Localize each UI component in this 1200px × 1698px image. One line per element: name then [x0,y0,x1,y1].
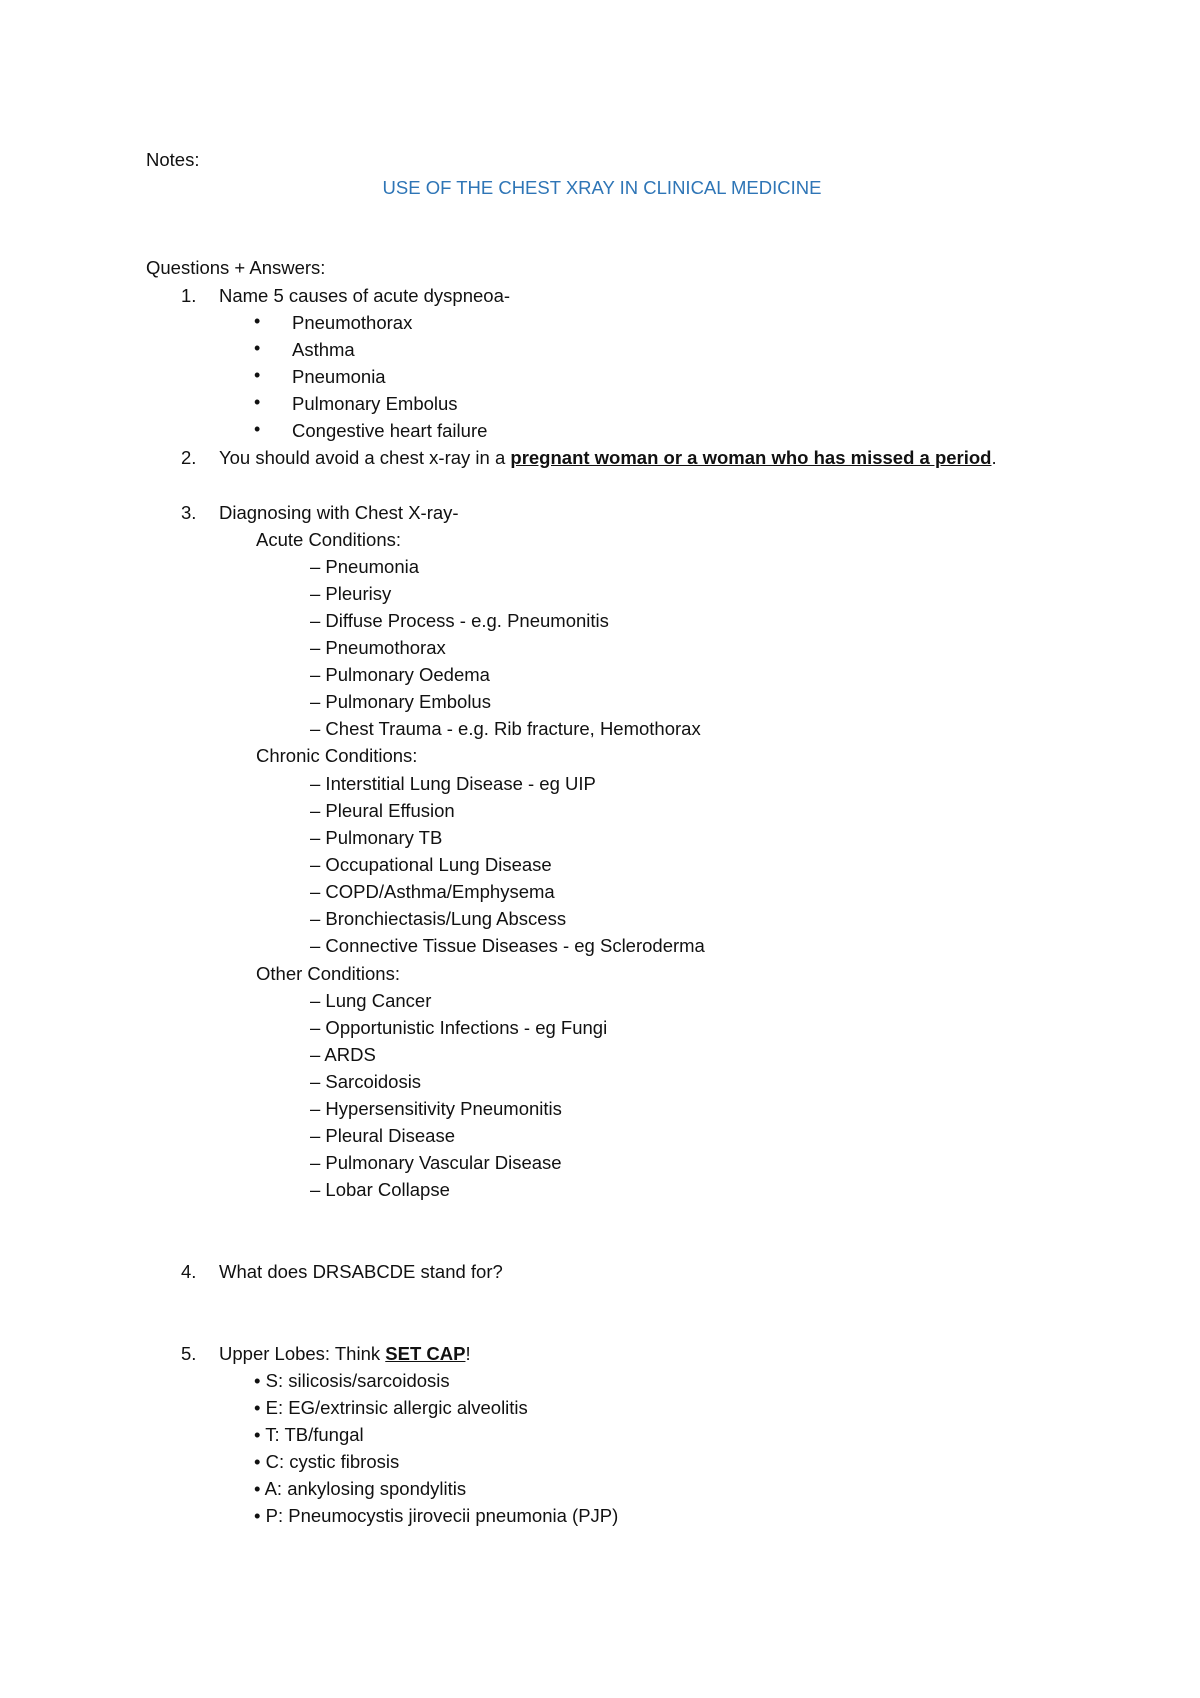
condition-item: – Occupational Lung Disease [310,854,552,875]
question-text: Name 5 causes of acute dyspneoa- [219,285,511,306]
mnemonic-item: • S: silicosis/sarcoidosis [254,1370,450,1391]
condition-item: – Pulmonary Oedema [310,664,490,685]
condition-item: – Bronchiectasis/Lung Abscess [310,908,567,929]
question-number: 5. [181,1343,197,1364]
question-number: 4. [181,1261,197,1282]
condition-item: – Chest Trauma - e.g. Rib fracture, Hemothorax [310,718,701,739]
answer-item: Asthma [292,339,355,360]
condition-item: – Pulmonary TB [310,827,443,848]
answer-item: Pulmonary Embolus [292,393,458,414]
condition-item: – Lung Cancer [310,990,432,1011]
question-text: Diagnosing with Chest X-ray- [219,502,459,523]
condition-item: – Pleural Effusion [310,800,455,821]
condition-item: – Diffuse Process - e.g. Pneumonitis [310,610,609,631]
question-number: 1. [181,285,197,306]
answer-item: Pneumonia [292,366,386,387]
question-number: 3. [181,502,197,523]
mnemonic-item: • E: EG/extrinsic allergic alveolitis [254,1397,528,1418]
question-number: 2. [181,447,197,468]
condition-item: – COPD/Asthma/Emphysema [310,881,555,902]
condition-item: – ARDS [310,1044,376,1065]
question-text-start: You should avoid a chest x-ray in a [219,447,511,468]
condition-item: – Connective Tissue Diseases - eg Scleroderma [310,935,705,956]
condition-item: – Pulmonary Vascular Disease [310,1152,562,1173]
chronic-conditions-label: Chronic Conditions: [256,745,418,766]
question-text: What does DRSABCDE stand for? [219,1261,503,1282]
document-title: USE OF THE CHEST XRAY IN CLINICAL MEDICINE [382,177,822,198]
condition-item: – Sarcoidosis [310,1071,422,1092]
bullet-icon: • [254,392,261,412]
notes-label: Notes: [146,149,200,170]
question-text-end: . [991,447,997,468]
condition-item: – Pleurisy [310,583,392,604]
condition-item: – Hypersensitivity Pneumonitis [310,1098,562,1119]
mnemonic-item: • A: ankylosing spondylitis [254,1478,467,1499]
bullet-icon: • [254,365,261,385]
bullet-icon: • [254,311,261,331]
answer-item: Pneumothorax [292,312,413,333]
condition-item: – Pleural Disease [310,1125,455,1146]
question-text-start: Upper Lobes: Think [219,1343,386,1364]
emphasized-text: SET CAP [385,1343,466,1364]
question-text [219,1340,471,1367]
other-conditions-label: Other Conditions: [256,963,400,984]
condition-item: – Interstitial Lung Disease - eg UIP [310,773,596,794]
condition-item: – Pneumothorax [310,637,446,658]
bullet-icon: • [254,419,261,439]
acute-conditions-label: Acute Conditions: [256,529,402,550]
condition-item: – Opportunistic Infections - eg Fungi [310,1017,608,1038]
mnemonic-item: • C: cystic fibrosis [254,1451,400,1472]
mnemonic-item: • P: Pneumocystis jirovecii pneumonia (PJP) [254,1505,619,1526]
condition-item: – Pulmonary Embolus [310,691,491,712]
answer-item: Congestive heart failure [292,420,488,441]
condition-item: – Pneumonia [310,556,420,577]
bullet-icon: • [254,338,261,358]
condition-item: – Lobar Collapse [310,1179,450,1200]
mnemonic-item: • T: TB/fungal [254,1424,364,1445]
question-text-end: ! [465,1343,471,1364]
emphasized-text: pregnant woman or a woman who has missed a period [510,447,992,468]
question-text [219,444,997,471]
qa-label: Questions + Answers: [146,257,326,278]
